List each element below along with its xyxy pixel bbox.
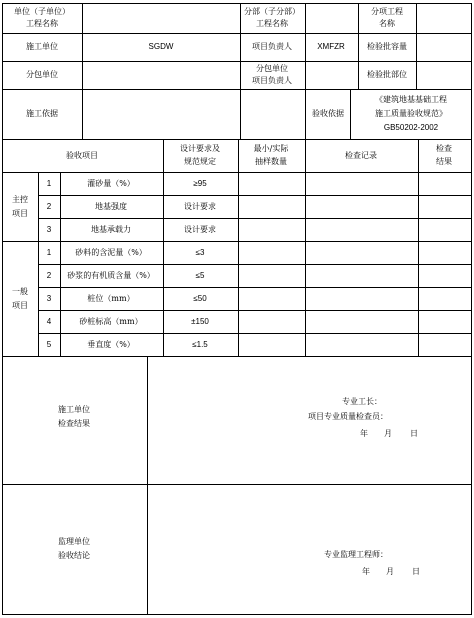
batch-location-label: 检验批部位 <box>367 70 407 79</box>
construction-basis-label: 施工依据 <box>26 109 58 118</box>
border-line <box>240 3 241 140</box>
design-requirement-header: 设计要求及 <box>180 144 220 153</box>
date-year-label: 年 <box>362 567 370 576</box>
sub-pm-label: 分包单位 <box>256 64 288 73</box>
date-day-label: 日 <box>412 567 420 576</box>
row-number: 2 <box>46 271 52 280</box>
border-line <box>238 139 239 357</box>
inspection-item: 砂浆的有机质含量（%） <box>67 271 155 280</box>
acceptance-basis-label: 验收依据 <box>312 109 344 118</box>
border-line <box>305 3 306 140</box>
date-month-label: 月 <box>384 429 392 438</box>
date-year-label: 年 <box>360 429 368 438</box>
unit-name-label: 单位（子单位） <box>14 7 70 16</box>
border-line <box>2 241 472 242</box>
border-line <box>418 139 419 357</box>
main-control-group-label: 主控 <box>12 195 28 204</box>
border-line <box>2 484 472 485</box>
main-control-group-label: 项目 <box>12 209 28 218</box>
acceptance-standard: 《建筑地基基础工程 <box>375 95 447 104</box>
border-line <box>38 218 472 219</box>
acceptance-standard: 施工质量验收规范》 <box>375 109 447 118</box>
inspection-item: 桩位（mm） <box>87 294 135 303</box>
inspection-item: 地基承载力 <box>91 225 131 234</box>
border-line <box>2 139 472 140</box>
date-day-label: 日 <box>410 429 418 438</box>
supervisor-conclusion-label: 验收结论 <box>58 551 90 560</box>
unit-name-label: 工程名称 <box>26 19 58 28</box>
border-line <box>471 3 472 615</box>
design-requirement: ±150 <box>191 317 209 326</box>
general-group-label: 项目 <box>12 301 28 310</box>
design-requirement-header: 规范规定 <box>184 157 216 166</box>
row-number: 5 <box>46 340 52 349</box>
border-line <box>38 333 472 334</box>
row-number: 1 <box>46 179 52 188</box>
border-line <box>60 172 61 357</box>
border-line <box>2 172 472 173</box>
item-name-label: 分项工程 <box>371 7 403 16</box>
contractor-label: 施工单位 <box>26 42 58 51</box>
sub-pm-label: 项目负责人 <box>252 76 292 85</box>
subcontractor-label: 分包单位 <box>26 70 58 79</box>
subpart-name-label: 工程名称 <box>256 19 288 28</box>
general-group-label: 一般 <box>12 287 28 296</box>
border-line <box>305 139 306 357</box>
inspection-item: 灌砂量（%） <box>87 179 135 188</box>
contractor-check-label: 检查结果 <box>58 419 90 428</box>
border-line <box>38 195 472 196</box>
inspection-item: 砂桩标高（mm） <box>79 317 143 326</box>
border-line <box>82 3 83 140</box>
sample-quantity-header: 抽样数量 <box>255 157 287 166</box>
row-number: 4 <box>46 317 52 326</box>
border-line <box>2 33 472 34</box>
contractor-check-label: 施工单位 <box>58 405 90 414</box>
foreman-signature-label: 专业工长： <box>342 397 382 406</box>
sample-quantity-header: 最小/实际 <box>253 144 289 153</box>
design-requirement: ≤50 <box>193 294 207 303</box>
border-line <box>2 89 472 90</box>
border-line <box>38 310 472 311</box>
check-result-header: 检查 <box>436 144 452 153</box>
border-line <box>2 3 3 615</box>
supervisor-conclusion-label: 监理单位 <box>58 537 90 546</box>
border-line <box>358 3 359 90</box>
border-line <box>38 287 472 288</box>
border-line <box>163 139 164 357</box>
quality-inspector-signature-label: 项目专业质量检查员： <box>308 412 388 421</box>
item-name-label: 名称 <box>379 19 395 28</box>
design-requirement: 设计要求 <box>184 202 216 211</box>
border-line <box>38 172 39 357</box>
project-manager-value: XMFZR <box>317 42 345 51</box>
border-line <box>2 356 472 357</box>
inspection-item-header: 验收项目 <box>66 151 98 160</box>
border-line <box>147 356 148 615</box>
border-line <box>416 3 417 90</box>
border-line <box>2 61 472 62</box>
design-requirement: ≤1.5 <box>192 340 208 349</box>
subpart-name-label: 分部（子分部） <box>244 7 300 16</box>
row-number: 3 <box>46 294 52 303</box>
contractor-value: SGDW <box>148 42 174 51</box>
check-record-header: 检查记录 <box>345 151 377 160</box>
inspection-item: 砂料的含泥量（%） <box>75 248 147 257</box>
row-number: 3 <box>46 225 52 234</box>
check-result-header: 结果 <box>436 157 452 166</box>
batch-capacity-label: 检验批容量 <box>367 42 407 51</box>
border-line <box>2 614 472 615</box>
design-requirement: ≤3 <box>195 248 205 257</box>
design-requirement: 设计要求 <box>184 225 216 234</box>
design-requirement: ≤5 <box>195 271 205 280</box>
standard-code: GB50202-2002 <box>383 123 439 132</box>
border-line <box>38 264 472 265</box>
project-manager-label: 项目负责人 <box>252 42 292 51</box>
row-number: 1 <box>46 248 52 257</box>
border-line <box>350 89 351 140</box>
supervising-engineer-signature-label: 专业监理工程师： <box>324 550 388 559</box>
date-month-label: 月 <box>386 567 394 576</box>
border-line <box>2 3 472 4</box>
row-number: 2 <box>46 202 52 211</box>
inspection-item: 垂直度（%） <box>87 340 135 349</box>
inspection-item: 地基强度 <box>95 202 127 211</box>
design-requirement: ≥95 <box>193 179 207 188</box>
